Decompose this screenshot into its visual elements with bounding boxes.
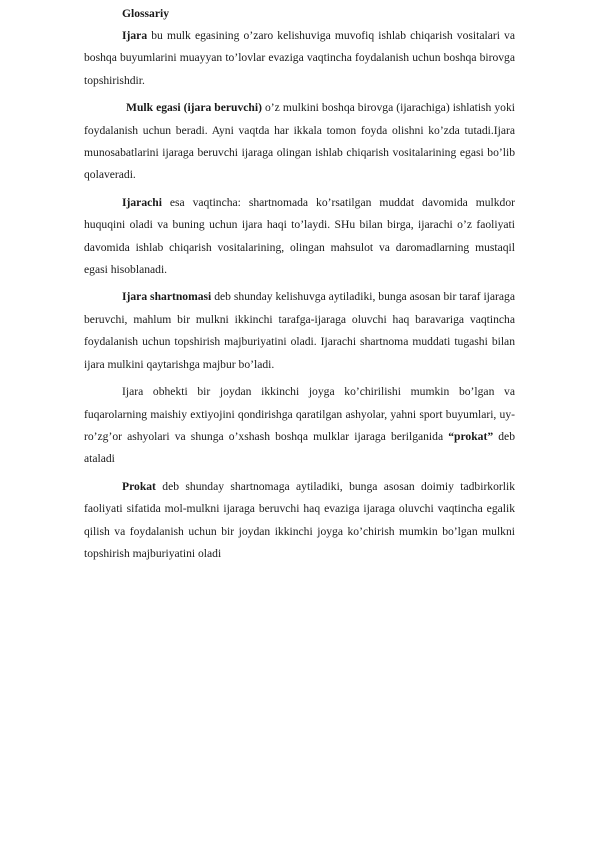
paragraph-ijara-obhekti: [84, 381, 515, 471]
definition-prokat: deb shunday shartnomaga aytiladiki, bunga asosan doimiy tadbirkorlik faoliyati sifatida mol-mulkni ijaraga beruvchi haq evaziga ijaraga oluvchi vaqtincha egalik qilish va foydalanish uchun bir joydan ikkinchi joyga ko’chirish mumkin bo’lgan mulkni topshirish majburiyatini oladi: [84, 479, 515, 560]
term-ijara: Ijara: [122, 29, 148, 42]
definition-mulk-egasi: o’z mulkini boshqa birovga (ijarachiga) ishlatish yoki foydalanish uchun beradi. Ayni vaqtda har ikkala tomon foyda olishni ko’zda tutadi.Ijara munosabatlarini ijaraga beruvchi ijaraga olingan ishlab chiqarish vositalarining egasi bo’lib qolaveradi.: [84, 101, 515, 182]
term-ijarachi: Ijarachi: [122, 195, 162, 209]
term-mulk-egasi: Mulk egasi (ijara beruvchi): [126, 101, 262, 115]
term-prokat-quoted: “prokat”: [448, 429, 494, 443]
term-prokat: Prokat: [122, 479, 156, 493]
definition-ijarachi: esa vaqtincha: shartnomada ko’rsatilgan muddat davomida mulkdor huquqini oladi va buning uchun ijara haqi to’laydi. SHu bilan birga, ijarachi o’z faoliyati davomida ishlab chiqarish vositalarining, olingan mahsulot va daromadlarning mustaqil egasi hisoblanadi.: [84, 195, 515, 277]
term-ijara-shartnomasi: Ijara shartnomasi: [122, 290, 212, 304]
paragraph-ijara-shartnomasi: [84, 286, 515, 376]
definition-prokat-quoted: deb ataladi: [84, 429, 515, 466]
paragraph-prokat: [84, 476, 515, 566]
glossary-title: Glossariy: [122, 7, 170, 20]
paragraph-ijarachi: [84, 192, 515, 282]
lead-ijara-obhekti: Ijara obhekti bir joydan ikkinchi joyga ko’chirilishi mumkin bo’lgan va fuqarolarning maishiy extiyojini qondirishga qaratilgan ashyolar, yahni sport buyumlari, uy-ro’zg’or ashyolari va shunga o’xshash boshqa mulklar ijaraga berilganida: [84, 385, 515, 443]
definition-ijara-shartnomasi: deb shunday kelishuvga aytiladiki, bunga asosan bir taraf ijaraga beruvchi, mahlum bir mulkni ikkinchi tarafga-ijaraga oluvchi haq baravariga vaqtincha foydalanish uchun topshirish majburiyatini oladi. Ijarachi shartnoma muddati tugashi bilan ijara mulkini qaytarishga majbur bo’ladi.: [84, 290, 515, 371]
document-page: [84, 3, 515, 570]
paragraph-ijara: [84, 25, 515, 92]
definition-ijara: bu mulk egasining o’zaro kelishuviga muvofiq ishlab chiqarish vositalari va boshqa buyumlarini muayyan to’lovlar evaziga vaqtincha foydalanish uchun boshqa birovga topshirishdir.: [84, 29, 515, 87]
paragraph-mulk-egasi: [84, 97, 515, 187]
